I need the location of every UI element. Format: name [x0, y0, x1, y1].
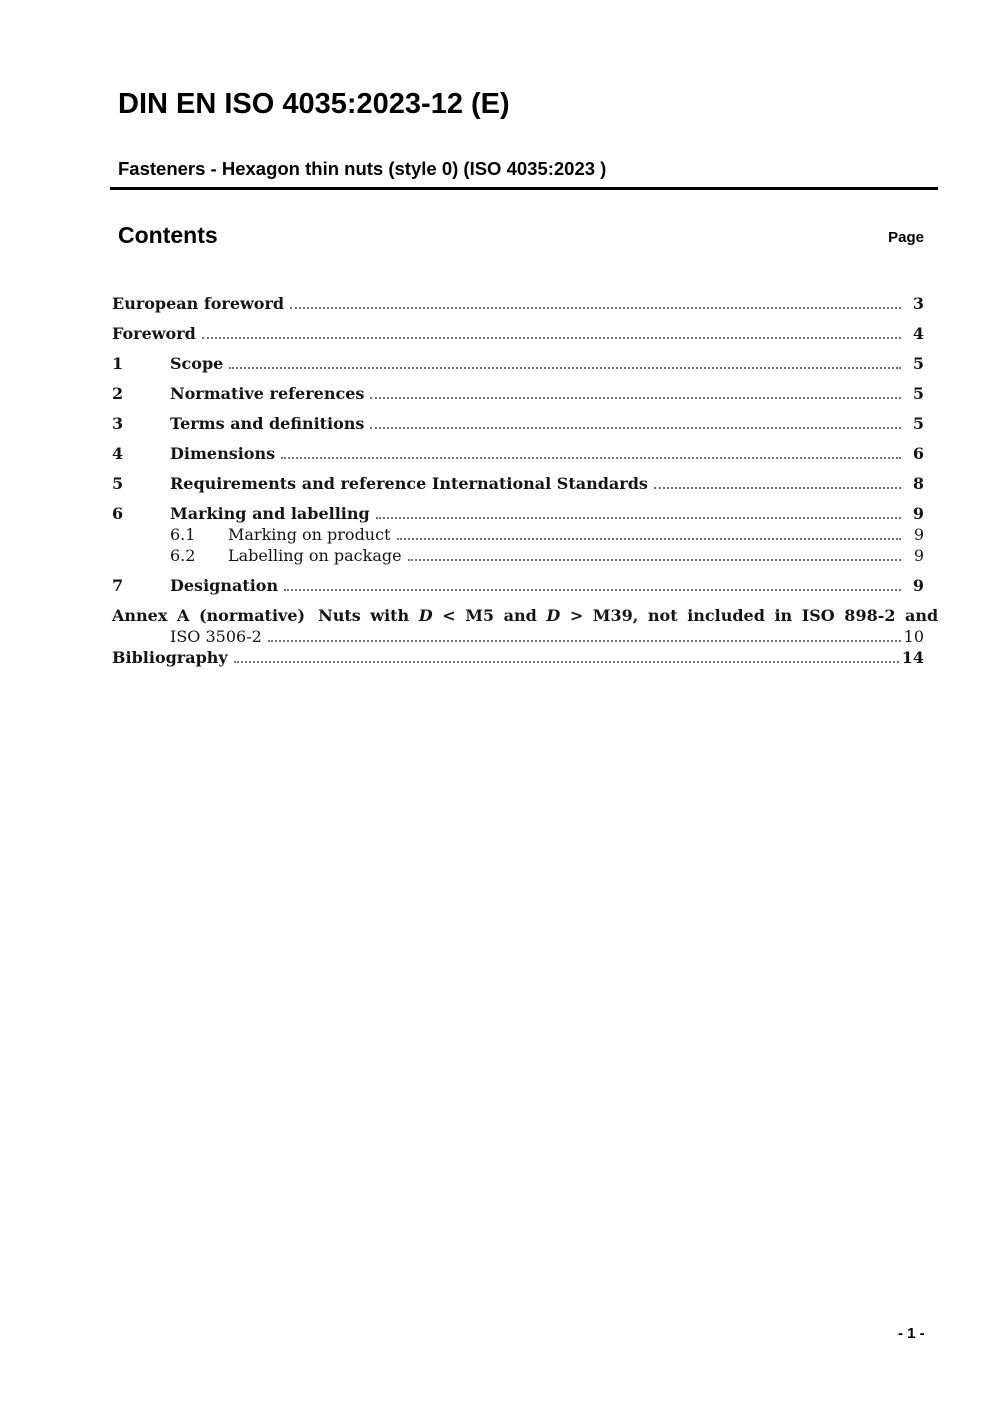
toc-entry-labelling-on-package: [112, 545, 924, 566]
toc-entry-page: 3: [912, 294, 924, 313]
toc-entry-label: Dimensions: [170, 444, 276, 463]
toc-entry-label: Normative references: [170, 384, 365, 403]
dot-leader: [281, 457, 901, 459]
document-code-heading: DIN EN ISO 4035:2023-12 (E): [118, 88, 510, 120]
page-column-label: Page: [888, 229, 924, 246]
dot-leader: [370, 427, 901, 429]
dot-leader: [229, 367, 901, 369]
toc-entry-marking-on-product: [112, 524, 924, 545]
contents-heading: Contents: [118, 222, 218, 248]
toc-entry-page: 5: [912, 414, 924, 433]
toc-entry-number: 5: [112, 474, 124, 493]
toc-entry-page: 9: [913, 525, 924, 544]
toc-entry-label: European foreword: [112, 294, 285, 313]
toc-entry-page: 10: [903, 627, 924, 646]
annex-variable-d: D: [418, 606, 433, 625]
annex-text: > M39, not included in ISO 898-2 and: [569, 606, 939, 625]
toc-entry-normative-references: [112, 383, 924, 404]
annex-text: Nuts with: [318, 606, 410, 625]
dot-leader: [268, 640, 901, 642]
toc-entry-number: 1: [112, 354, 124, 373]
annex-line-2: [112, 626, 924, 647]
annex-line-1: [112, 605, 939, 626]
toc-entry-number: 6.1: [170, 525, 196, 544]
toc-entry-label: ISO 3506-2: [170, 627, 262, 646]
page-number-footer: - 1 -: [898, 1325, 925, 1342]
annex-variable-d: D: [546, 606, 561, 625]
toc-entry-terms-and-definitions: [112, 413, 924, 434]
annex-text: < M5 and: [442, 606, 537, 625]
dot-leader: [234, 661, 899, 663]
toc-entry-label: Requirements and reference International Standards: [170, 474, 648, 493]
toc-entry-page: 14: [901, 648, 924, 667]
toc-entry-scope: [112, 353, 924, 374]
toc-entry-label: Bibliography: [112, 648, 228, 667]
toc-entry-label: Marking and labelling: [170, 504, 370, 523]
document-title-block: [110, 158, 938, 190]
toc-entry-label: Designation: [170, 576, 279, 595]
toc-entry-european-foreword: [112, 293, 924, 314]
toc-entry-dimensions: [112, 443, 924, 464]
toc-entry-page: 5: [912, 354, 924, 373]
toc-entry-foreword: [112, 323, 924, 344]
toc-entry-label: Marking on product: [228, 525, 391, 544]
table-of-contents: [112, 293, 939, 677]
toc-entry-page: 9: [913, 546, 924, 565]
dot-leader: [654, 487, 901, 489]
toc-entry-page: 8: [912, 474, 924, 493]
dot-leader: [370, 397, 901, 399]
toc-entry-number: 2: [112, 384, 124, 403]
contents-header-row: [118, 222, 924, 249]
toc-entry-requirements: [112, 473, 924, 494]
dot-leader: [408, 559, 901, 561]
toc-entry-number: 4: [112, 444, 124, 463]
dot-leader: [202, 337, 901, 339]
toc-entry-marking-and-labelling: [112, 503, 924, 524]
toc-entry-number: 3: [112, 414, 124, 433]
toc-entry-bibliography: [112, 647, 924, 668]
annex-label: Annex A (normative): [112, 606, 306, 625]
dot-leader: [284, 589, 901, 591]
toc-entry-page: 6: [912, 444, 924, 463]
toc-entry-page: 9: [912, 576, 924, 595]
toc-entry-page: 4: [912, 324, 924, 343]
toc-entry-page: 9: [912, 504, 924, 523]
toc-entry-label: Foreword: [112, 324, 196, 343]
toc-entry-number: 7: [112, 576, 124, 595]
toc-entry-label: Terms and definitions: [170, 414, 365, 433]
dot-leader: [397, 538, 902, 540]
toc-entry-label: Labelling on package: [228, 546, 402, 565]
toc-entry-number: 6.2: [170, 546, 196, 565]
toc-entry-label: Scope: [170, 354, 224, 373]
dot-leader: [290, 307, 901, 309]
toc-entry-page: 5: [912, 384, 924, 403]
toc-entry-annex-a: [112, 605, 939, 647]
dot-leader: [376, 517, 901, 519]
toc-entry-designation: [112, 575, 924, 596]
toc-entry-number: 6: [112, 504, 124, 523]
document-title: Fasteners - Hexagon thin nuts (style 0) (ISO 4035:2023 ): [118, 158, 607, 179]
